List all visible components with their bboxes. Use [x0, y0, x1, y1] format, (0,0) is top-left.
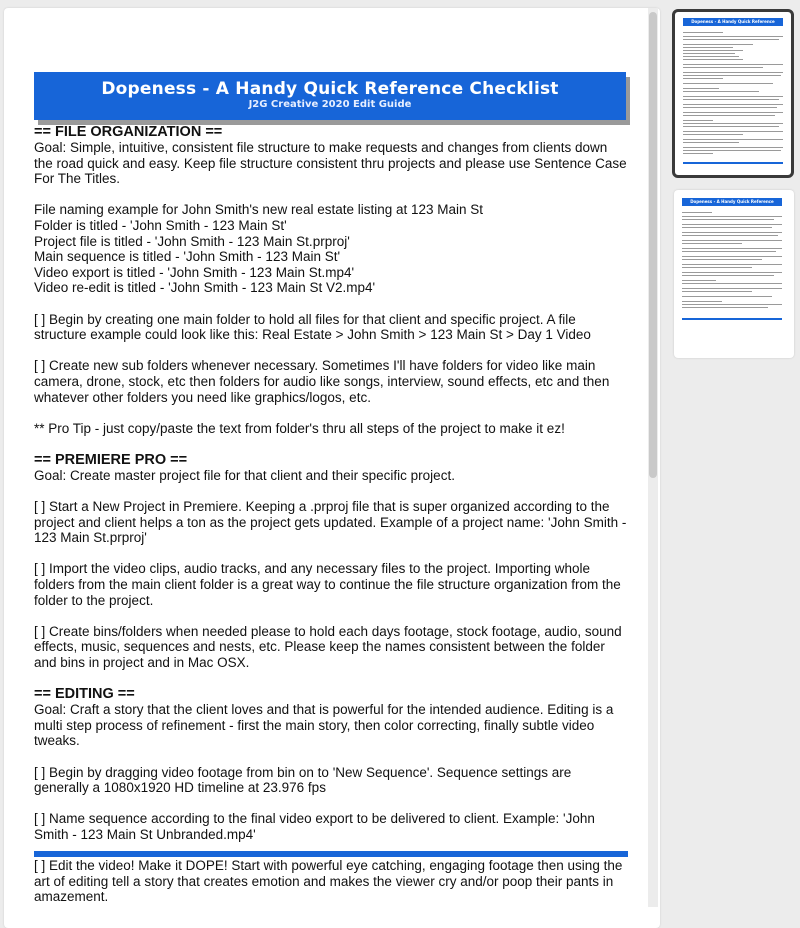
checklist-item: [ ] Name sequence according to the final video export to be delivered to client. Example: 'John Smith - 123 Main St Unbranded.mp4' — [34, 811, 595, 842]
naming-line: Project file is titled - 'John Smith - 123 Main St.prproj' — [34, 233, 350, 249]
section-heading-premiere-pro: == PREMIERE PRO == — [34, 451, 188, 468]
checklist-item: [ ] Import the video clips, audio tracks, and any necessary files to the project. Importing whole folders from the main client folder is a great way to continue the file structure organization from the folder to the project. — [34, 561, 621, 608]
naming-line: Video export is titled - 'John Smith - 123 Main St.mp4' — [34, 264, 355, 280]
scrollbar-thumb[interactable] — [649, 12, 657, 478]
title-banner — [34, 72, 626, 120]
checklist-item: [ ] Edit the video! Make it DOPE! Start with powerful eye catching, engaging footage then using the art of editing tell a story that creates emotion and makes the viewer cry and/or poop their pants in amazement. — [34, 858, 623, 905]
document-title: Dopeness - A Handy Quick Reference Checklist — [101, 79, 559, 99]
document-body — [34, 124, 628, 905]
checklist-item: [ ] Create bins/folders when needed please to hold each days footage, stock footage, audio, sound effects, music, sequences and nests, etc. Please keep the names consistent between the folder and bins in project and in Mac OSX. — [34, 623, 622, 670]
naming-line: Main sequence is titled - 'John Smith - 123 Main St' — [34, 249, 341, 265]
editing-goal: Goal: Craft a story that the client loves and that is powerful for the intended audience. Editing is a multi step process of refinement - first the main story, then color correcting, finally subtle video tweaks. — [34, 702, 614, 749]
checklist-item: [ ] Create new sub folders whenever necessary. Sometimes I'll have folders for video like main camera, drone, stock, etc then folders for audio like songs, interview, sound effects, etc and then whatever other folders you need like graphics/logos, etc. — [34, 358, 610, 405]
thumbnail-title: Dopeness - A Handy Quick Reference Checklist — [690, 199, 774, 212]
naming-line: Folder is titled - 'John Smith - 123 Main St' — [34, 217, 287, 233]
premiere-goal: Goal: Create master project file for that client and their specific project. — [34, 467, 455, 483]
page-thumbnail-1[interactable] — [672, 9, 794, 178]
section-heading-file-organization: == FILE ORGANIZATION == — [34, 124, 223, 140]
naming-line: Video re-edit is titled - 'John Smith - 123 Main St V2.mp4' — [34, 280, 376, 296]
footer-rule — [34, 851, 628, 857]
file-organization-goal: Goal: Simple, intuitive, consistent file structure to make requests and changes from clients down the road quick and easy. Keep file structure consistent thru projects and please use Sentence Case For The Titles. — [34, 140, 627, 187]
pro-tip: ** Pro Tip - just copy/paste the text from folder's thru all steps of the project to make it ez! — [34, 420, 565, 436]
checklist-item: [ ] Start a New Project in Premiere. Keeping a .prproj file that is super organized according to the project and client helps a ton as the project gets updated. Example of a project name: 'John Smith - 123 Main St.prproj' — [34, 499, 627, 546]
checklist-item: [ ] Begin by creating one main folder to hold all files for that client and specific project. A file structure example could look like this: Real Estate > John Smith > 123 Main St > Day 1 Video — [34, 311, 591, 343]
checklist-item: [ ] Begin by dragging video footage from bin on to 'New Sequence'. Sequence settings are generally a 1080x1920 HD timeline at 23.976 fps — [34, 764, 572, 796]
vertical-scrollbar[interactable] — [648, 8, 658, 907]
section-heading-editing: == EDITING == — [34, 686, 135, 703]
naming-line: File naming example for John Smith's new real estate listing at 123 Main St — [34, 202, 484, 218]
document-subtitle: J2G Creative 2020 Edit Guide — [248, 99, 412, 110]
page-thumbnail-2[interactable] — [674, 190, 794, 358]
thumbnail-title: Dopeness - A Handy Quick Reference Checklist — [691, 19, 775, 32]
